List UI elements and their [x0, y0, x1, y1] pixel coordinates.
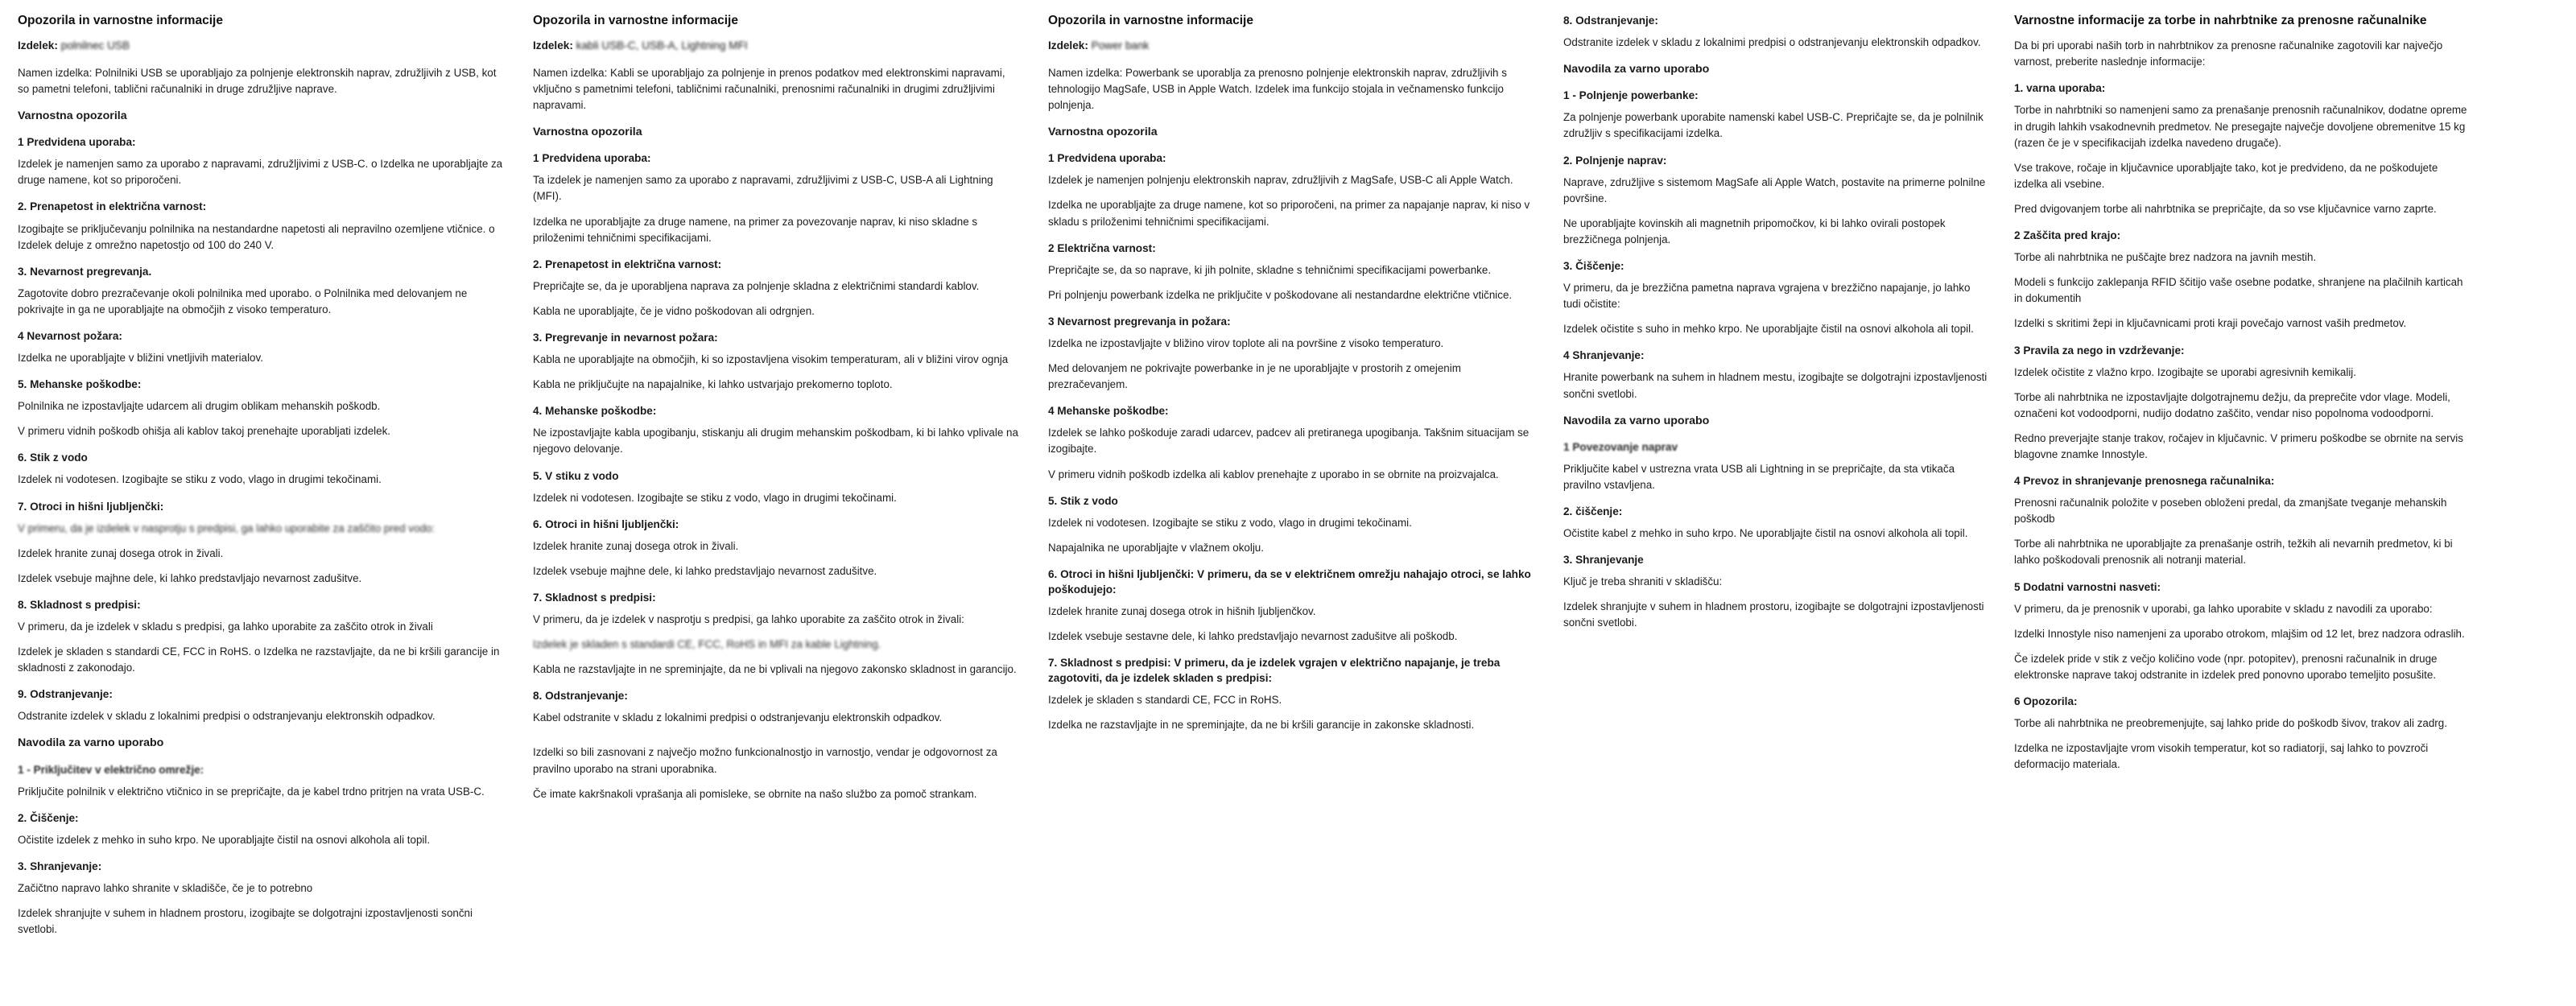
item-text: Izdelek hranite zunaj dosega otrok in hišnih ljubljenčkov.: [1048, 604, 1316, 617]
item-text: Kabla ne uporabljajte na območjih, ki so izpostavljena visokim temperaturam, ali v bližini virov ognja: [533, 353, 1009, 366]
item-text: Torbe ali nahrbtnika ne puščajte brez nadzora na javnih mestih.: [2014, 251, 2317, 264]
item-text: Ta izdelek je namenjen samo za uporabo z napravami, združljivimi z USB-C, USB-A ali Lightning (MFI).: [533, 174, 993, 203]
item-text: Izdelka ne uporabljajte za druge namene, kot so priporočeni, na primer za napajanje naprav, ki niso v skladu s priloženimi tehničnimi specifikacijami.: [1048, 199, 1530, 228]
item-text: Izdelek očistite s suho in mehko krpo. Ne uporabljajte čistil na osnovi alkohola ali topil.: [1563, 323, 1974, 336]
item-heading: 2. Polnjenje naprav:: [1563, 154, 1667, 167]
item-text: Prepričajte se, da so naprave, ki jih polnite, skladne s tehničnimi specifikacijami powerbanke.: [1048, 263, 1492, 276]
item-heading: 7. Skladnost s predpisi:: [533, 591, 656, 604]
product-value: polnilnec USB: [60, 39, 130, 52]
item-text: Prenosni računalnik položite v poseben obloženi predal, da zmanjšate tveganje mehanskih poškodb: [2014, 497, 2447, 526]
item-text: Kabla ne uporabljajte, če je vidno poškodovan ali odrgnjen.: [533, 304, 815, 317]
item-heading: 5. V stiku z vodo: [533, 469, 619, 482]
usage-heading: Navodila za varno uporabo: [1563, 63, 1710, 76]
item-heading: 3. Shranjevanje: [1563, 554, 1644, 567]
item-heading: 2 Zaščita pred krajo:: [2014, 229, 2121, 242]
item-heading: 4 Nevarnost požara:: [18, 329, 122, 342]
item-heading: 5 Dodatni varnostni nasveti:: [2014, 580, 2161, 593]
item-text: Izdelek hranite zunaj dosega otrok in živali.: [533, 539, 739, 552]
item-text: V primeru vidnih poškodb ohišja ali kablov takoj prenehajte uporabljati izdelek.: [18, 425, 390, 438]
section-title: Opozorila in varnostne informacije: [1048, 14, 1253, 27]
product-purpose: Namen izdelka: Polnilniki USB se uporabljajo za polnjenje elektronskih naprav, združljivih z USB, kot so pametni telefoni, tablični računalniki in druge združljive naprave.: [18, 66, 497, 95]
item-heading: 4 Prevoz in shranjevanje prenosnega računalnika:: [2014, 475, 2275, 488]
item-text: V primeru, da je izdelek v nasprotju s predpisi, ga lahko uporabite za zaščito pred vodo:: [18, 522, 436, 534]
item-text: Torbe in nahrbtniki so namenjeni samo za prenašanje prenosnih računalnikov, dodatne opreme in drugih lahkih vsakodnevnih predmetov. Ne presegajte največje dovoljene obremenitve 15 kg (razen če je v specifikacijah izdelka navedeno drugače).: [2014, 104, 2467, 149]
item-heading: 3. Čiščenje:: [1563, 260, 1624, 273]
item-text: Torbe ali nahrbtnika ne uporabljajte za prenašanje ostrih, težkih ali nevarnih predmetov, ki bi lahko poškodovali prenosnik ali notranji material.: [2014, 538, 2453, 567]
product-lead: [533, 38, 1024, 54]
item-text: Izdelek vsebuje sestavne dele, ki lahko predstavljajo nevarnost zadušitve ali poškodb.: [1048, 630, 1458, 643]
product-label: Izdelek:: [18, 39, 58, 52]
item-text: Izdelek vsebuje majhne dele, ki lahko predstavljajo nevarnost zadušitve.: [533, 564, 877, 577]
section-title: Opozorila in varnostne informacije: [533, 14, 738, 27]
item-text: Odstranite izdelek v skladu z lokalnimi predpisi o odstranjevanju elektronskih odpadkov.: [18, 710, 436, 723]
item-text: Izdelka ne izpostavljajte v bližino virov toplote ali na površine z visoko temperaturo.: [1048, 336, 1444, 349]
item-heading: 1 - Polnjenje powerbanke:: [1563, 89, 1699, 102]
product-value: Power bank: [1091, 39, 1150, 52]
item-heading: 1 Predvidena uporaba:: [1048, 152, 1166, 165]
item-text: Pred dvigovanjem torbe ali nahrbtnika se prepričajte, da so vse ključavnice varno zaprte.: [2014, 202, 2437, 215]
item-text: V primeru, da je izdelek v nasprotju s predpisi, ga lahko uporabite za zaščito otrok in živali:: [533, 612, 964, 625]
item-text: Izdelek ni vodotesen. Izogibajte se stiku z vodo, vlago in drugimi tekočinami.: [1048, 516, 1412, 529]
section-title: Opozorila in varnostne informacije: [18, 14, 223, 27]
item-heading: 4. Mehanske poškodbe:: [533, 405, 657, 418]
column-usb-cable: [11, 13, 526, 1006]
item-text: Kabel odstranite v skladu z lokalnimi predpisi o odstranjevanju elektronskih odpadkov.: [533, 711, 943, 724]
item-text: Izdelka ne razstavljajte in ne spreminjajte, da ne bi kršili garancije in zakonske skladnosti.: [1048, 719, 1475, 732]
item-text: Izdelek shranjujte v suhem in hladnem prostoru, izogibajte se dolgotrajni izpostavljenosti sončni svetlobi.: [1563, 600, 1984, 629]
item-heading: 2. Prenapetost in električna varnost:: [18, 200, 207, 213]
item-text: Modeli s funkcijo zaklepanja RFID ščitijo vaše osebne podatke, shranjene na plačilnih karticah in dokumentih: [2014, 276, 2463, 305]
item-text: Očistite kabel z mehko in suho krpo. Ne uporabljajte čistil na osnovi alkohola ali topil.: [1563, 527, 1968, 540]
item-heading: 4 Shranjevanje:: [1563, 349, 1645, 362]
item-heading: 3. Shranjevanje:: [18, 860, 102, 872]
usage-heading: Navodila za varno uporabo: [18, 736, 164, 750]
product-value: kabli USB-C, USB-A, Lightning MFI: [576, 39, 748, 52]
footer-note: Izdelki so bili zasnovani z največjo možno funkcionalnostjo in varnostjo, vendar je odgovornost za pravilno uporabo na strani uporabnika.: [533, 746, 997, 775]
item-text: V primeru, da je prenosnik v uporabi, ga lahko uporabite v skladu z navodili za uporabo:: [2014, 602, 2433, 615]
item-heading: 7. Otroci in hišni ljubljenčki:: [18, 500, 164, 513]
column-laptop-bag: [2008, 13, 2491, 1006]
warnings-heading: Varnostna opozorila: [18, 109, 127, 123]
item-text: V primeru, da je izdelek v skladu s predpisi, ga lahko uporabite za zaščito otrok in živali: [18, 620, 433, 633]
item-text: Izdelki Innostyle niso namenjeni za uporabo otrokom, mlajšim od 12 let, brez nadzora odraslih.: [2014, 627, 2465, 640]
item-text: Odstranite izdelek v skladu z lokalnimi predpisi o odstranjevanju elektronskih odpadkov.: [1563, 36, 1981, 49]
item-heading: 2. Čiščenje:: [18, 811, 79, 824]
item-text: Izdelek je skladen s standardi CE, FCC in RoHS. o Izdelka ne razstavljajte, da ne bi kršili garancije in skladnosti z zakonodajo.: [18, 645, 500, 674]
item-text: Ne izpostavljajte kabla upogibanju, stiskanju ali drugim mehanskim poškodbam, ki bi lahko vplivale na njegovo delovanje.: [533, 427, 1018, 456]
product-purpose: Namen izdelka: Kabli se uporabljajo za polnjenje in prenos podatkov med elektronskimi napravami, vključno s pametnimi telefoni, tabličnimi računalniki, prenosnimi računalniki in drugimi združljivimi napravami.: [533, 66, 1005, 112]
item-text: Izogibajte se priključevanju polnilnika na nestandardne napetosti ali nepravilno ozemljene vtičnice. o Izdelek deluje z omrežno napetostjo od 100 do 240 V.: [18, 222, 495, 251]
item-text: Zagotovite dobro prezračevanje okoli polnilnika med uporabo. o Polnilnika med delovanjem ne pokrivajte in ga ne uporabljajte na območjih z visoko temperaturo.: [18, 287, 468, 315]
product-lead: [18, 38, 509, 54]
item-text: Izdelki s skritimi žepi in ključavnicami proti kraji povečajo varnost vaših predmetov.: [2014, 317, 2407, 330]
item-heading: 3 Nevarnost pregrevanja in požara:: [1048, 315, 1231, 328]
item-text: Izdelek je namenjen samo za uporabo z napravami, združljivimi z USB-C. o Izdelka ne uporabljajte za druge namene, kot so priporočeni.: [18, 158, 503, 187]
item-heading: 6. Stik z vodo: [18, 451, 88, 464]
item-text: Redno preverjajte stanje trakov, ročajev in ključavnic. V primeru poškodbe se obrnite na servis blagovne znamke Innostyle.: [2014, 431, 2463, 460]
item-heading: 1. varna uporaba:: [2014, 82, 2106, 95]
item-heading: 3. Pregrevanje in nevarnost požara:: [533, 332, 718, 344]
item-text: Vse trakove, ročaje in ključavnice uporabljajte tako, kot je predvideno, da ne poškodujete izdelka ali vsebine.: [2014, 161, 2438, 190]
item-heading: 6. Otroci in hišni ljubljenčki: V primeru, da se v električnem omrežju nahajajo otroci, se lahko poškodujejo:: [1048, 567, 1531, 596]
item-text: Hranite powerbank na suhem in hladnem mestu, izogibajte se dolgotrajni izpostavljenosti sončni svetlobi.: [1563, 371, 1988, 400]
column-lightning-mfi: [526, 13, 1042, 1006]
item-text: Prepričajte se, da je uporabljena naprava za polnjenje skladna z električnimi standardi kablov.: [533, 279, 980, 292]
item-heading: 5. Mehanske poškodbe:: [18, 378, 142, 391]
item-text: Izdelek je skladen s standardi CE, FCC, RoHS in MFI za kable Lightning.: [533, 638, 881, 651]
item-text: Kabla ne priključujte na napajalnike, ki lahko ustvarjajo prekomerno toploto.: [533, 378, 893, 391]
usage-heading-2: Navodila za varno uporabo: [1563, 414, 1710, 427]
item-text: Pri polnjenju powerbank izdelka ne priključite v poškodovane ali nestandardne električne vtičnice.: [1048, 288, 1513, 301]
item-text: Polnilnika ne izpostavljajte udarcem ali drugim oblikam mehanskih poškodb.: [18, 400, 381, 413]
product-label: Izdelek:: [533, 39, 573, 52]
item-heading: 3. Nevarnost pregrevanja.: [18, 265, 152, 278]
item-text: Napajalnika ne uporabljajte v vlažnem okolju.: [1048, 541, 1264, 554]
item-heading: 3 Pravila za nego in vzdrževanje:: [2014, 344, 2185, 357]
item-text: Izdelek vsebuje majhne dele, ki lahko predstavljajo nevarnost zadušitve.: [18, 571, 362, 584]
item-text: V primeru vidnih poškodb izdelka ali kablov prenehajte z uporabo in se obrnite na proizvajalca.: [1048, 468, 1499, 480]
item-text: Izdelek očistite z vlažno krpo. Izogibajte se uporabi agresivnih kemikalij.: [2014, 365, 2356, 378]
item-heading: 1 Predvidena uporaba:: [18, 136, 136, 149]
item-text: Priključite kabel v ustrezna vrata USB ali Lightning in se prepričajte, da sta vtikača pravilno vstavljena.: [1563, 462, 1955, 491]
item-heading: 2. Prenapetost in električna varnost:: [533, 258, 722, 270]
item-text: Ključ je treba shraniti v skladišču:: [1563, 575, 1723, 588]
item-text: Začičtno napravo lahko shranite v skladišče, če je to potrebno: [18, 881, 313, 894]
item-text: Izdelka ne uporabljajte za druge namene, na primer za povezovanje naprav, ki niso skladne s priloženimi tehničnimi specifikacijami.: [533, 215, 978, 244]
item-heading: 7. Skladnost s predpisi: V primeru, da je izdelek vgrajen v električno napajanje, je treba zagotoviti, da je izdelek skladen s predpisi:: [1048, 657, 1501, 685]
column-powerbank: [1042, 13, 1557, 1006]
item-heading: 1 - Priključitev v električno omrežje:: [18, 763, 204, 776]
item-heading: 6. Otroci in hišni ljubljenčki:: [533, 517, 679, 530]
item-text: Kabla ne razstavljajte in ne spreminjajte, da ne bi vplivali na njegovo zakonsko skladnost in garancijo.: [533, 663, 1017, 676]
footer-note: Če imate kakršnakoli vprašanja ali pomisleke, se obrnite na našo službo za pomoč strankam.: [533, 787, 977, 800]
item-text: Ne uporabljajte kovinskih ali magnetnih pripomočkov, ki bi lahko ovirali postopek brezžičnega polnjenja.: [1563, 216, 1946, 245]
item-heading: 4 Mehanske poškodbe:: [1048, 405, 1169, 418]
disposal-heading: 8. Odstranjevanje:: [1563, 14, 1658, 27]
item-text: Torbe ali nahrbtnika ne preobremenjujte, saj lahko pride do poškodb šivov, trakov ali zadrg.: [2014, 717, 2447, 730]
item-text: Torbe ali nahrbtnika ne izpostavljajte dolgotrajnemu dežju, da preprečite vdor vlage. Modeli, označeni kot vodoodporni, nudijo dodatno zaščito, vendar niso popolnoma vodoodporni.: [2014, 390, 2450, 419]
item-heading: 8. Odstranjevanje:: [533, 690, 628, 703]
item-heading: 1 Povezovanje naprav: [1563, 440, 1678, 453]
item-heading: 5. Stik z vodo: [1048, 494, 1118, 507]
item-text: Izdelka ne uporabljajte v bližini vnetljivih materialov.: [18, 352, 263, 365]
item-text: Izdelek hranite zunaj dosega otrok in živali.: [18, 546, 224, 559]
item-text: Med delovanjem ne pokrivajte powerbanke in je ne uporabljajte v prostorih z omejenim prezračevanjem.: [1048, 362, 1461, 391]
item-text: Priključite polnilnik v električno vtičnico in se prepričajte, da je kabel trdno pritrjen na vrata USB-C.: [18, 785, 485, 798]
item-heading: 9. Odstranjevanje:: [18, 688, 113, 701]
intro-text: Da bi pri uporabi naših torb in nahrbtnikov za prenosne računalnike zagotovili kar največjo varnost, preberite naslednje informacije:: [2014, 39, 2443, 68]
product-label: Izdelek:: [1048, 39, 1088, 52]
item-text: Izdelek ni vodotesen. Izogibajte se stiku z vodo, vlago in drugimi tekočinami.: [18, 473, 382, 486]
item-text: Za polnjenje powerbank uporabite namenski kabel USB-C. Prepričajte se, da je polnilnik združljiv s specifikacijami izdelka.: [1563, 111, 1984, 140]
item-text: Izdelek je namenjen polnjenju elektronskih naprav, združljivih z MagSafe, USB-C ali Apple Watch.: [1048, 174, 1513, 187]
item-text: Očistite izdelek z mehko in suho krpo. Ne uporabljajte čistil na osnovi alkohola ali topil.: [18, 833, 431, 846]
item-text: Izdelek je skladen s standardi CE, FCC in RoHS.: [1048, 694, 1282, 707]
product-purpose: Namen izdelka: Powerbank se uporablja za prenosno polnjenje elektronskih naprav, združljivih s tehnologijo MagSafe, USB in Apple Watch. Izdelek ima funkcijo stojala in večnamensko funkcijo polnjenja.: [1048, 66, 1507, 112]
item-text: Naprave, združljive s sistemom MagSafe ali Apple Watch, postavite na primerne polnilne površine.: [1563, 175, 1986, 204]
section-title: Varnostne informacije za torbe in nahrbtnike za prenosne računalnike: [2014, 14, 2427, 27]
item-text: Izdelek shranjujte v suhem in hladnem prostoru, izogibajte se dolgotrajni izpostavljenosti sončni svetlobi.: [18, 906, 473, 936]
item-heading: 2. čiščenje:: [1563, 505, 1623, 518]
warnings-heading: Varnostna opozorila: [1048, 126, 1158, 139]
item-text: Izdelka ne izpostavljajte vrom visokih temperatur, kot so radiatorji, saj lahko to povzroči deformacijo materiala.: [2014, 742, 2429, 771]
item-heading: 8. Skladnost s predpisi:: [18, 598, 141, 611]
item-heading: 1 Predvidena uporaba:: [533, 152, 651, 165]
warnings-heading: Varnostna opozorila: [533, 126, 642, 139]
item-heading: 2 Električna varnost:: [1048, 241, 1156, 254]
item-text: Izdelek ni vodotesen. Izogibajte se stiku z vodo, vlago in drugimi tekočinami.: [533, 491, 897, 504]
column-powerbank-usage: [1557, 13, 2008, 1006]
item-text: V primeru, da je brezžična pametna naprava vgrajena v brezžično napajanje, jo lahko tudi očistite:: [1563, 282, 1971, 311]
item-text: Izdelek se lahko poškoduje zaradi udarcev, padcev ali pretiranega upogibanja. Takšnim situacijam se izogibajte.: [1048, 427, 1530, 456]
item-text: Če izdelek pride v stik z večjo količino vode (npr. potopitev), prenosni računalnik in druge elektronske naprave takoj odstranite in izdelek pred ponovno uporabo temeljito posušite.: [2014, 652, 2438, 681]
item-heading: 6 Opozorila:: [2014, 695, 2078, 708]
product-lead: [1048, 38, 1539, 54]
